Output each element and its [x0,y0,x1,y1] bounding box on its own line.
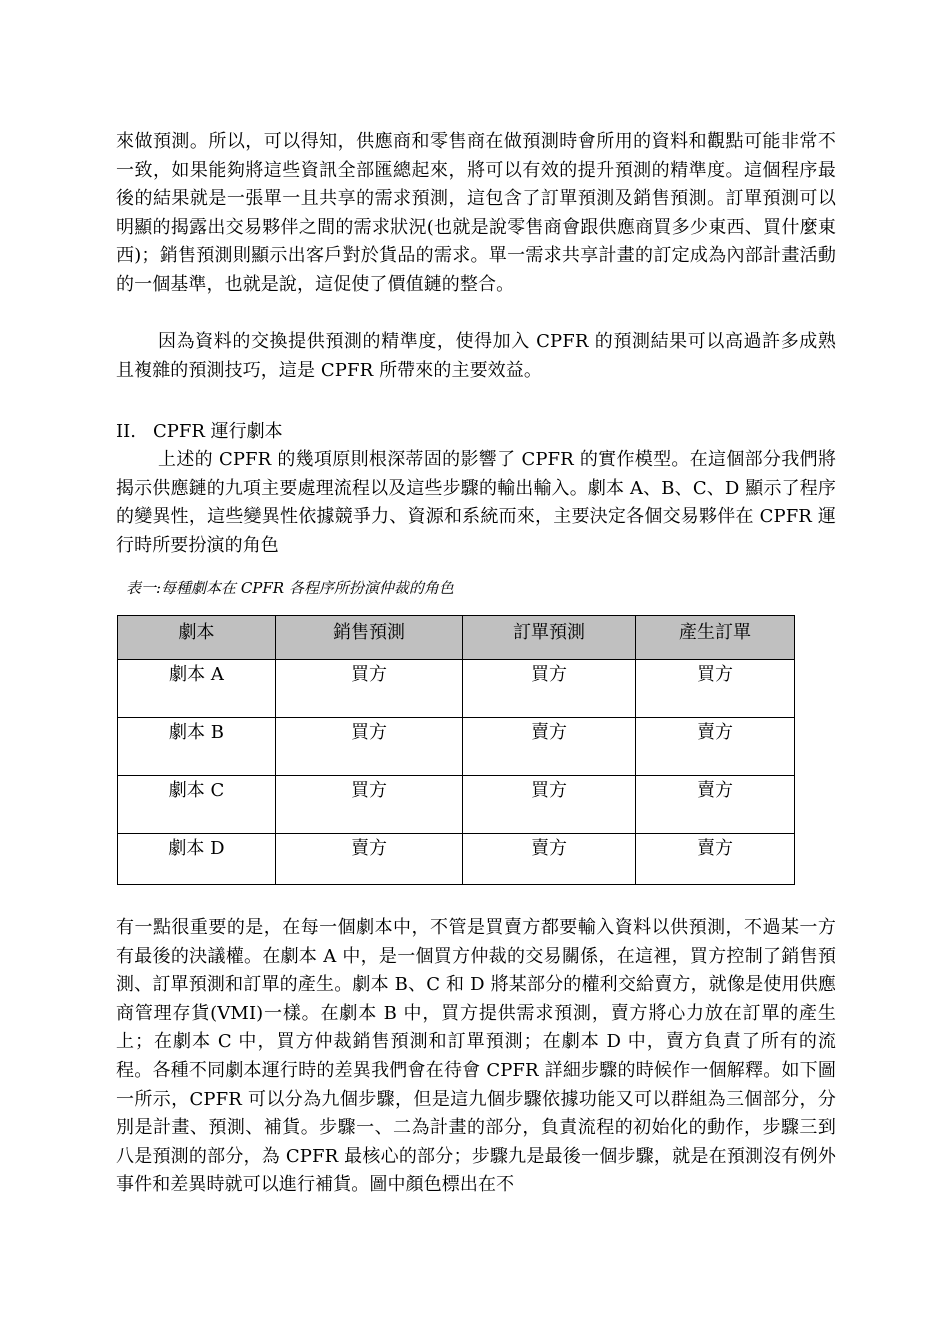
table-cell: 劇本 C [118,776,276,834]
table-cell: 買方 [276,718,463,776]
table-cell: 賣方 [463,834,636,885]
table-cell: 賣方 [636,718,795,776]
table-cell: 買方 [276,660,463,718]
table-header-cell: 銷售預測 [276,616,463,660]
table-row [118,776,795,834]
table-header-cell: 訂單預測 [463,616,636,660]
table-cell: 劇本 A [118,660,276,718]
table-cell: 賣方 [636,834,795,885]
paragraph-intro-continued: 來做預測。所以，可以得知，供應商和零售商在做預測時會所用的資料和觀點可能非常不一致，如果能夠將這些資訊全部匯總起來，將可以有效的提升預測的精準度。這個程序最後的結果就是一張單一且共享的需求預測，這包含了訂單預測及銷售預測。訂單預測可以明顯的揭露出交易夥伴之間的需求狀況(也就是說零售商會跟供應商買多少東西、買什麼東西)；銷售預測則顯示出客戶對於貨品的需求。單一需求共享計畫的訂定成為內部計畫活動的一個基準，也就是說，這促使了價值鏈的整合。 [116,131,836,295]
table-cell: 買方 [463,776,636,834]
table-cell: 賣方 [463,718,636,776]
table-cell: 買方 [636,660,795,718]
paragraph-benefit: 因為資料的交換提供預測的精準度，使得加入 CPFR 的預測結果可以高過許多成熟且複雜的預測技巧，這是 CPFR 所帶來的主要效益。 [116,331,836,381]
table-header-cell: 產生訂單 [636,616,795,660]
table-cell: 劇本 D [118,834,276,885]
table-cell: 賣方 [276,834,463,885]
table-cell: 買方 [276,776,463,834]
table-header-row [118,616,795,660]
section-number: II. [116,421,136,442]
table-cell: 賣方 [636,776,795,834]
section-title: CPFR 運行劇本 [153,421,283,442]
scenario-role-table [117,615,795,885]
paragraph-scenario-details: 有一點很重要的是，在每一個劇本中，不管是買賣方都要輸入資料以供預測，不過某一方有最後的決議權。在劇本 A 中，是一個買方仲裁的交易關係，在這裡，買方控制了銷售預測、訂單預測和訂單的產生。劇本 B、C 和 D 將某部分的權利交給賣方，就像是使用供應商管理存貨(VMI)一樣。在劇本 B 中，買方提供需求預測，賣方將心力放在訂單的產生上；在劇本 C 中，買方仲裁銷售預測和訂單預測；在劇本 D 中，賣方負責了所有的流程。各種不同劇本運行時的差異我們會在待會 CPFR 詳細步驟的時候作一個解釋。如下圖一所示，CPFR 可以分為九個步驟，但是這九個步驟依據功能又可以群組為三個部分，分別是計畫、預測、補貨。步驟一、二為計畫的部分，負責流程的初始化的動作，步驟三到八是預測的部分，為 CPFR 最核心的部分；步驟九是最後一個步驟，就是在預測沒有例外事件和差異時就可以進行補貨。圖中顏色標出在不 [116,917,836,1196]
section-heading [116,418,283,446]
table-header-cell: 劇本 [118,616,276,660]
table-row [118,660,795,718]
table-cell: 買方 [463,660,636,718]
table-row [118,834,795,885]
table-cell: 劇本 B [118,718,276,776]
table-caption: 表一:每種劇本在 CPFR 各程序所扮演仲裁的角色 [126,579,454,597]
table-row [118,718,795,776]
paragraph-scenarios: 上述的 CPFR 的幾項原則根深蒂固的影響了 CPFR 的實作模型。在這個部分我們將揭示供應鏈的九項主要處理流程以及這些步驟的輸出輸入。劇本 A、B、C、D 顯示了程序的變異性，這些變異性依據競爭力、資源和系統而來，主要決定各個交易夥伴在 CPFR 運行時所要扮演的角色 [116,449,836,556]
